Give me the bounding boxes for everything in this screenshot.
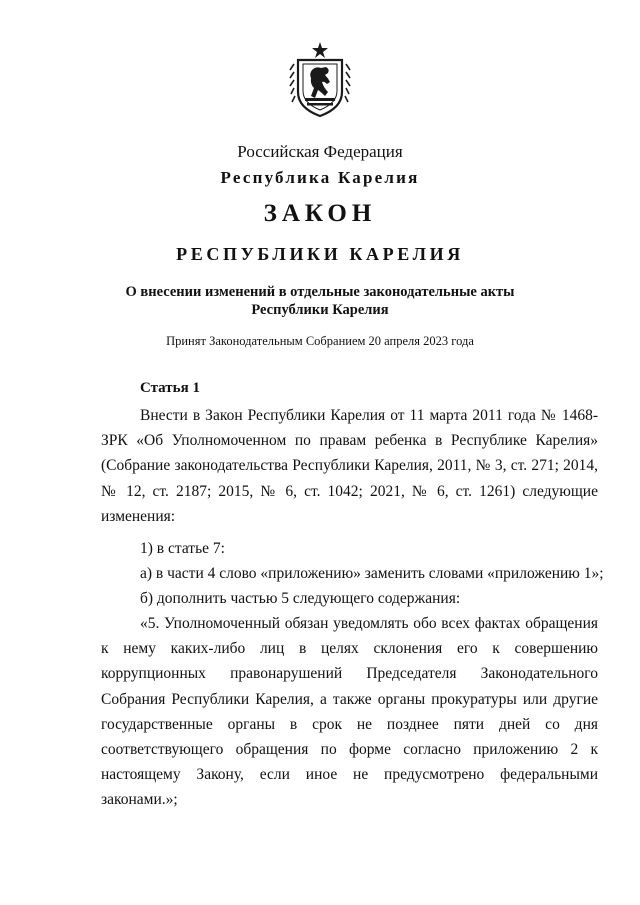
amendment-item-a: а) в части 4 слово «приложению» заменить словами «приложению 1»; xyxy=(140,565,604,582)
law-name-line1: О внесении изменений в отдельные законодательные акты xyxy=(125,284,515,300)
law-title: ЗАКОН xyxy=(263,200,377,227)
amendment-item-b: б) дополнить частью 5 следующего содержания: xyxy=(140,590,461,607)
article-heading: Статья 1 xyxy=(140,380,200,396)
republic-heading: Республика Карелия xyxy=(220,168,420,187)
law-name xyxy=(0,283,640,319)
law-subtitle: РЕСПУБЛИКИ КАРЕЛИЯ xyxy=(176,244,464,264)
federation-heading: Российская Федерация xyxy=(237,142,403,161)
law-name-line2: Республики Карелия xyxy=(251,302,389,318)
article-intro-paragraph: Внести в Закон Республики Карелия от 11 марта 2011 года № 1468-ЗРК «Об Уполномоченном по правам ребенка в Республике Карелия» (Собрание законодательства Республики Карелия, 2011, № 3, ст. 271; 2014, № 12, ст. 2187; 2015, № 6, ст. 1042; 2021, № 6, ст. 1261) следующие изменения: xyxy=(101,407,598,525)
amendment-item-1: 1) в статье 7: xyxy=(140,540,225,557)
adoption-note: Принят Законодательным Собранием 20 апреля 2023 года xyxy=(166,334,474,348)
star-icon xyxy=(312,42,328,58)
coat-of-arms-emblem xyxy=(288,40,352,118)
quoted-part-5-paragraph: «5. Уполномоченный обязан уведомлять обо всех фактах обращения к нему каких-либо лиц в целях склонения его к совершению коррупционных правонарушений Председателя Законодательного Собрания Республики Карелия, а также органы прокуратуры или другие государственные органы в срок не позднее пяти дней со дня соответствующего обращения по форме согласно приложению 2 к настоящему Закону, если иное не предусмотрено федеральными законами.»; xyxy=(101,615,598,809)
